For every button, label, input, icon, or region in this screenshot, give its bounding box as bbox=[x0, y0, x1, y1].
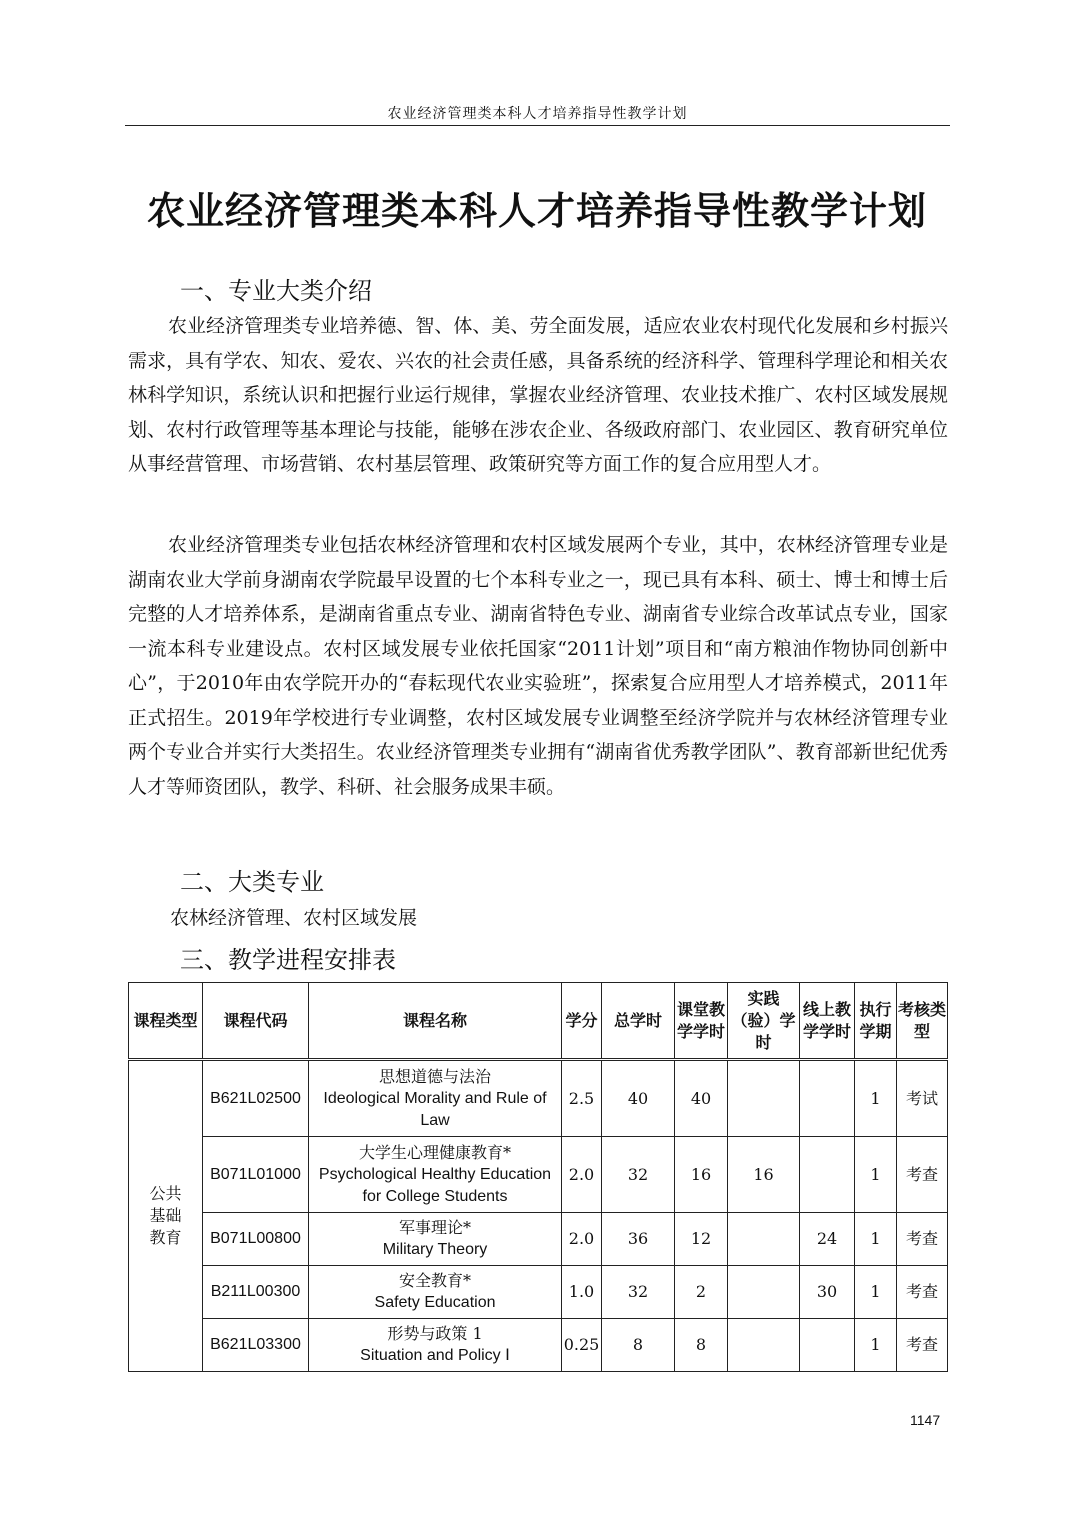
course-name bbox=[309, 1060, 562, 1137]
course-name-en: Ideological Morality and Rule of Law bbox=[323, 1089, 547, 1129]
course-name-en: Safety Education bbox=[374, 1294, 496, 1311]
course-name-cn: 思想道德与法治 bbox=[378, 1066, 491, 1086]
practice-hours bbox=[728, 1266, 800, 1319]
practice-hours: 16 bbox=[728, 1137, 800, 1213]
credit: 2.5 bbox=[562, 1060, 602, 1137]
practice-hours bbox=[728, 1060, 800, 1137]
term: 1 bbox=[855, 1266, 897, 1319]
section-heading-majors: 二、大类专业 bbox=[180, 868, 324, 896]
course-name-cn: 大学生心理健康教育* bbox=[358, 1142, 511, 1162]
total-hours: 32 bbox=[602, 1266, 675, 1319]
course-name-en: Psychological Healthy Education for College Students bbox=[318, 1165, 552, 1205]
term: 1 bbox=[855, 1137, 897, 1213]
course-name bbox=[309, 1213, 562, 1266]
term: 1 bbox=[855, 1060, 897, 1137]
class-hours: 8 bbox=[675, 1319, 728, 1372]
course-code: B621L02500 bbox=[203, 1060, 309, 1137]
credit: 0.25 bbox=[562, 1319, 602, 1372]
table-row bbox=[129, 1137, 948, 1213]
course-name-cn: 军事理论* bbox=[398, 1218, 471, 1237]
header-course-code: 课程代码 bbox=[203, 983, 309, 1060]
online-hours: 30 bbox=[800, 1266, 855, 1319]
header-credit: 学分 bbox=[562, 983, 602, 1060]
credit: 2.0 bbox=[562, 1137, 602, 1213]
section-heading-intro: 一、专业大类介绍 bbox=[180, 277, 372, 305]
intro-paragraph-1: 农业经济管理类专业培养德、智、体、美、劳全面发展，适应农业农村现代化发展和乡村振兴需求，具有学农、知农、爱农、兴农的社会责任感，具备系统的经济科学、管理科学理论和相关农林科学知识，系统认识和把握行业运行规律，掌握农业经济管理、农业技术推广、农村区域发展规划、农村行政管理等基本理论与技能，能够在涉农企业、各级政府部门、农业园区、教育研究单位从事经营管理、市场营销、农村基层管理、政策研究等方面工作的复合应用型人才。 bbox=[128, 315, 948, 475]
course-name-en: Situation and Policy Ⅰ bbox=[360, 1347, 510, 1364]
table-row bbox=[129, 1266, 948, 1319]
header-course-name: 课程名称 bbox=[309, 983, 562, 1060]
course-name bbox=[309, 1266, 562, 1319]
page-number: 1147 bbox=[910, 1412, 941, 1428]
exam-type: 考试 bbox=[897, 1060, 948, 1137]
course-name-cn: 形势与政策 1 bbox=[387, 1324, 483, 1343]
majors-text: 农林经济管理、农村区域发展 bbox=[170, 907, 418, 929]
table-row bbox=[129, 1060, 948, 1137]
header-practice-hours: 实践（验）学时 bbox=[728, 983, 800, 1060]
header-course-type: 课程类型 bbox=[129, 983, 203, 1060]
credit: 1.0 bbox=[562, 1266, 602, 1319]
total-hours: 36 bbox=[602, 1213, 675, 1266]
running-header: 农业经济管理类本科人才培养指导性教学计划 bbox=[387, 106, 688, 122]
course-code: B211L00300 bbox=[203, 1266, 309, 1319]
teaching-schedule-table bbox=[128, 982, 948, 1372]
exam-type: 考查 bbox=[897, 1213, 948, 1266]
header-total-hours: 总学时 bbox=[602, 983, 675, 1060]
header-class-hours: 课堂教学学时 bbox=[675, 983, 728, 1060]
online-hours bbox=[800, 1319, 855, 1372]
table-header-row bbox=[129, 983, 948, 1060]
header-exam-type: 考核类型 bbox=[897, 983, 948, 1060]
online-hours: 24 bbox=[800, 1213, 855, 1266]
course-code: B071L01000 bbox=[203, 1137, 309, 1213]
intro-paragraph-2: 农业经济管理类专业包括农林经济管理和农村区域发展两个专业，其中，农林经济管理专业是湖南农业大学前身湖南农学院最早设置的七个本科专业之一，现已具有本科、硕士、博士和博士后完整的人才培养体系，是湖南省重点专业、湖南省特色专业、湖南省专业综合改革试点专业，国家一流本科专业建设点。农村区域发展专业依托国家“2011计划”项目和“南方粮油作物协同创新中心”，于2010年由农学院开办的“春耘现代农业实验班”，探索复合应用型人才培养模式，2011年正式招生。2019年学校进行专业调整，农村区域发展专业调整至经济学院并与农林经济管理专业两个专业合并实行大类招生。农业经济管理类专业拥有“湖南省优秀教学团队”、教育部新世纪优秀人才等师资团队，教学、科研、社会服务成果丰硕。 bbox=[128, 534, 948, 798]
table-row bbox=[129, 1213, 948, 1266]
course-name-cn: 安全教育* bbox=[398, 1271, 471, 1290]
course-code: B621L03300 bbox=[203, 1319, 309, 1372]
course-code: B071L00800 bbox=[203, 1213, 309, 1266]
exam-type: 考查 bbox=[897, 1266, 948, 1319]
total-hours: 32 bbox=[602, 1137, 675, 1213]
category-cell: 公共基础教育 bbox=[129, 1060, 203, 1372]
document-title: 农业经济管理类本科人才培养指导性教学计划 bbox=[146, 189, 927, 233]
exam-type: 考查 bbox=[897, 1319, 948, 1372]
table-row bbox=[129, 1319, 948, 1372]
class-hours: 2 bbox=[675, 1266, 728, 1319]
online-hours bbox=[800, 1060, 855, 1137]
practice-hours bbox=[728, 1213, 800, 1266]
class-hours: 12 bbox=[675, 1213, 728, 1266]
header-term: 执行学期 bbox=[855, 983, 897, 1060]
section-heading-schedule: 三、教学进程安排表 bbox=[180, 946, 396, 974]
credit: 2.0 bbox=[562, 1213, 602, 1266]
header-rule bbox=[125, 125, 950, 126]
total-hours: 8 bbox=[602, 1319, 675, 1372]
exam-type: 考查 bbox=[897, 1137, 948, 1213]
term: 1 bbox=[855, 1213, 897, 1266]
total-hours: 40 bbox=[602, 1060, 675, 1137]
practice-hours bbox=[728, 1319, 800, 1372]
course-name bbox=[309, 1319, 562, 1372]
course-name-en: Military Theory bbox=[382, 1241, 488, 1258]
course-name bbox=[309, 1137, 562, 1213]
class-hours: 16 bbox=[675, 1137, 728, 1213]
class-hours: 40 bbox=[675, 1060, 728, 1137]
term: 1 bbox=[855, 1319, 897, 1372]
header-online-hours: 线上教学学时 bbox=[800, 983, 855, 1060]
online-hours bbox=[800, 1137, 855, 1213]
